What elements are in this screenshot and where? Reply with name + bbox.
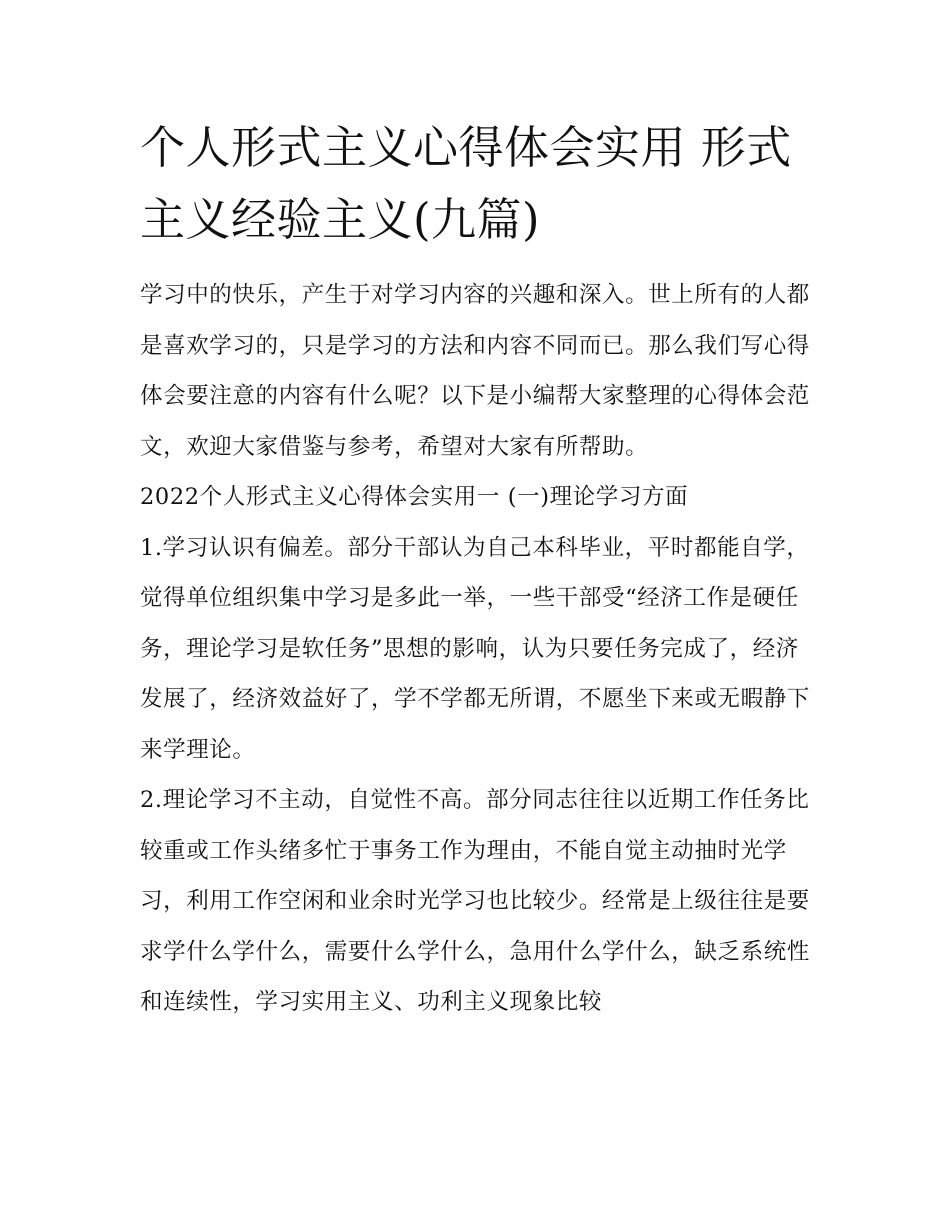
paragraph-intro: 学习中的快乐，产生于对学习内容的兴趣和深入。世上所有的人都是喜欢学习的，只是学习的方法和内容不同而已。那么我们写心得体会要注意的内容有什么呢？以下是小编帮大家整理的心得体会范文，欢迎大家借鉴与参考，希望对大家有所帮助。 (140, 282, 810, 460)
paragraph-point-1: 1.学习认识有偏差。部分干部认为自己本科毕业，平时都能自学，觉得单位组织集中学习是多此一举，一些干部受“经济工作是硬任务，理论学习是软任务”思想的影响，认为只要任务完成了，经济发展了，经济效益好了，学不学都无所谓，不愿坐下来或无暇静下来学理论。 (140, 534, 810, 763)
paragraph-section-heading: 2022个人形式主义心得体会实用一 (一)理论学习方面 (140, 484, 689, 510)
document-page (140, 112, 812, 1028)
paragraph-point-2: 2.理论学习不主动，自觉性不高。部分同志往往以近期工作任务比较重或工作头绪多忙于事务工作为理由，不能自觉主动抽时光学习，利用工作空闲和业余时光学习也比较少。经常是上级往往是要求学什么学什么，需要什么学什么，急用什么学什么，缺乏系统性和连续性，学习实用主义、功利主义现象比较 (140, 787, 810, 1015)
document-title: 个人形式主义心得体会实用 形式主义经验主义(九篇) (140, 121, 792, 246)
